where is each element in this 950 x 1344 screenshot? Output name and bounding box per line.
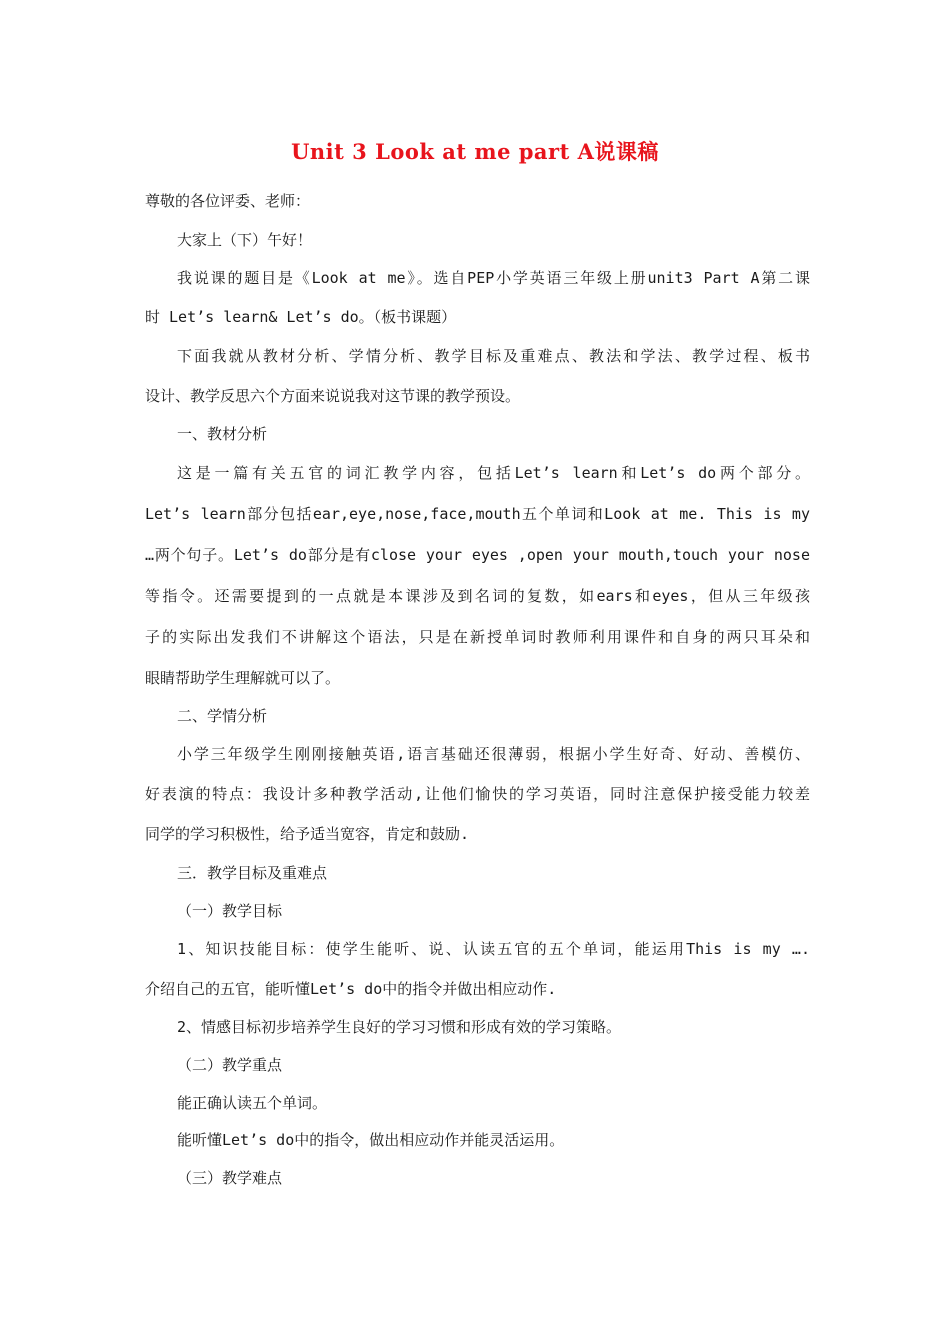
greeting: 大家上（下）午好！ xyxy=(177,231,313,249)
paragraph-line: 1、知识技能目标：使学生能听、说、认读五官的五个单词，能运用This is my …. xyxy=(177,940,810,958)
paragraph-line: 下面我就从教材分析、学情分析、教学目标及重难点、教法和学法、教学过程、板书 xyxy=(177,347,810,365)
paragraph-line: 这是一篇有关五官的词汇教学内容，包括Let’s learn和Let’s do两个部分。 xyxy=(177,464,810,482)
section-heading: 一、教材分析 xyxy=(177,425,268,443)
paragraph-line: 子的实际出发我们不讲解这个语法，只是在新授单词时教师利用课件和自身的两只耳朵和 xyxy=(145,628,810,646)
paragraph-line: 能听懂Let’s do中的指令，做出相应动作并能灵活运用。 xyxy=(177,1131,565,1149)
subsection-heading: （二）教学重点 xyxy=(177,1056,283,1074)
paragraph-line: 同学的学习积极性，给予适当宽容，肯定和鼓励. xyxy=(145,825,470,843)
paragraph-line: 2、情感目标初步培养学生良好的学习习惯和形成有效的学习策略。 xyxy=(177,1018,622,1036)
paragraph-line: 设计、教学反思六个方面来说说我对这节课的教学预设。 xyxy=(145,387,521,405)
paragraph-line: 介绍自己的五官，能听懂Let’s do中的指令并做出相应动作. xyxy=(145,980,557,998)
paragraph-line: 等指令。还需要提到的一点就是本课涉及到名词的复数，如ears和eyes，但从三年级孩 xyxy=(145,587,810,605)
document-title: Unit 3 Look at me part A说课稿 xyxy=(291,139,659,164)
section-heading: 三．教学目标及重难点 xyxy=(177,864,328,882)
paragraph-line: 小学三年级学生刚刚接触英语,语言基础还很薄弱，根据小学生好奇、好动、善模仿、 xyxy=(177,745,810,763)
paragraph-line: 能正确认读五个单词。 xyxy=(177,1094,328,1112)
paragraph-line: Let’s learn部分包括ear,eye,nose,face,mouth五个单词和Look at me. This is my xyxy=(145,505,810,523)
section-heading: 二、学情分析 xyxy=(177,707,268,725)
paragraph-line: 眼睛帮助学生理解就可以了。 xyxy=(145,669,341,687)
paragraph-line: …两个句子。Let’s do部分是有close your eyes ,open your mouth,touch your nose xyxy=(145,546,810,564)
paragraph-line: 好表演的特点：我设计多种教学活动,让他们愉快的学习英语，同时注意保护接受能力较差 xyxy=(145,785,810,803)
paragraph-line: 时 Let’s learn& Let’s do。（板书课题） xyxy=(145,308,457,326)
subsection-heading: （三）教学难点 xyxy=(177,1169,283,1187)
salutation: 尊敬的各位评委、老师： xyxy=(145,192,311,210)
paragraph-line: 我说课的题目是《Look at me》。选自PEP小学英语三年级上册unit3 Part A第二课 xyxy=(177,269,810,287)
subsection-heading: （一）教学目标 xyxy=(177,902,283,920)
